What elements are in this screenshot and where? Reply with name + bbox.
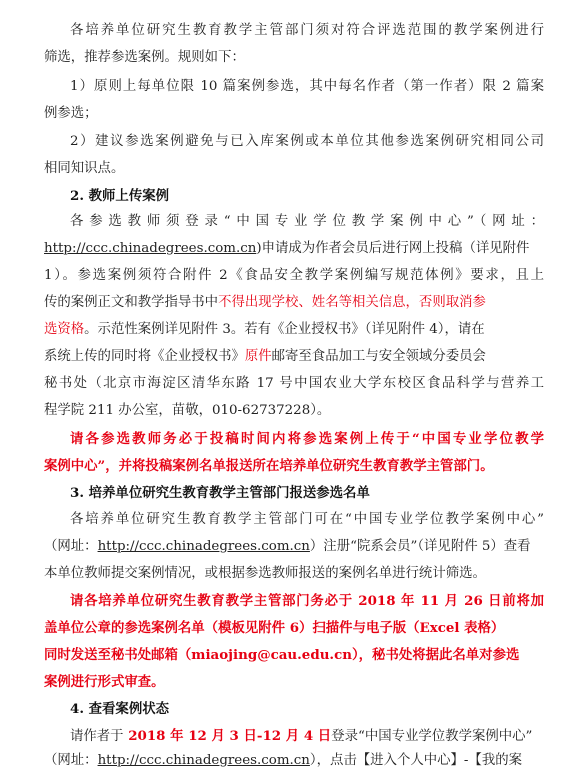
rule-1-line: 例参选； — [44, 106, 98, 121]
paragraph-text: ），点击【进入个人中心】-【我的案 — [309, 753, 522, 768]
paragraph-text: （网址： — [44, 539, 98, 554]
paragraph-line — [44, 348, 544, 366]
notice-line: 案例进行形式审查。 — [44, 674, 165, 690]
section-heading: 2. 教师上传案例 — [70, 188, 169, 204]
notice-line: 请各参选教师务必于投稿时间内将参选案例上传于“中国专业学位教学 — [70, 431, 544, 447]
paragraph-line: 各参选教师须登录“中国专业学位教学案例中心”（网址： — [70, 214, 544, 229]
paragraph-line: 各培养单位研究生教育教学主管部门须对符合评选范围的教学案例进行 — [70, 23, 544, 38]
paragraph-line: 秘书处（北京市海淀区清华东路 17 号中国农业大学东校区食品科学与营养工 — [44, 376, 544, 391]
notice-line: 盖单位公章的参选案例名单（模板见附件 6）扫描件与电子版（Excel 表格） — [44, 620, 505, 636]
paragraph-line — [44, 538, 544, 556]
paragraph-line: 筛选，推荐参选案例。规则如下： — [44, 50, 245, 65]
paragraph-line — [44, 294, 544, 312]
rule-2-line: 2）建议参选案例避免与已入库案例或本单位其他参选案例研究相同公司 — [70, 134, 544, 149]
rule-1-line: 1）原则上每单位限 10 篇案例参选，其中每名作者（第一作者）限 2 篇案 — [70, 79, 544, 94]
website-link[interactable]: http://ccc.chinadegrees.com.cn — [44, 241, 257, 256]
paragraph-line — [70, 727, 544, 746]
paragraph-text: 传的案例正文和教学指导书中 — [44, 295, 219, 310]
paragraph-text: 登录“中国专业学位教学案例中心” — [331, 729, 533, 744]
paragraph-line — [44, 321, 544, 339]
section-heading: 3. 培养单位研究生教育教学主管部门报送参选名单 — [70, 485, 370, 501]
website-link[interactable]: http://ccc.chinadegrees.com.cn — [97, 753, 310, 768]
notice-line: 同时发送至秘书处邮箱（miaojing@cau.edu.cn），秘书处将据此名单对参选 — [44, 647, 520, 663]
paragraph-text: )申请成为作者会员后进行网上投稿（详见附件 — [256, 241, 530, 256]
date-range-text: 2018 年 12 月 3 日-12 月 4 日 — [123, 728, 332, 744]
paragraph-text: ）注册“院系会员”（详见附件 5）查看 — [309, 539, 531, 554]
notice-line: 案例中心”，并将投稿案例名单报送所在培养单位研究生教育教学主管部门。 — [44, 458, 494, 474]
paragraph-line: 程学院 211 办公室，苗敬，010-62737228）。 — [44, 403, 331, 418]
paragraph-text: 请作者于 — [70, 729, 124, 744]
paragraph-text: 邮寄至食品加工与安全领域分委员会 — [271, 349, 486, 364]
website-link[interactable]: http://ccc.chinadegrees.com.cn — [97, 539, 310, 554]
paragraph-line — [44, 752, 544, 770]
paragraph-line — [44, 240, 544, 258]
paragraph-line: 1）。参选案例须符合附件 2《食品安全教学案例编写规范体例》要求，且上 — [44, 268, 544, 283]
rule-2-line: 相同知识点。 — [44, 161, 125, 176]
paragraph-text: （网址： — [44, 753, 98, 768]
section-heading: 4. 查看案例状态 — [70, 701, 169, 717]
warning-text: 选资格 — [44, 322, 85, 337]
notice-line: 请各培养单位研究生教育教学主管部门务必于 2018 年 11 月 26 日前将加 — [70, 593, 544, 609]
warning-text: 原件 — [244, 349, 272, 364]
warning-text: 不得出现学校、姓名等相关信息，否则取消参 — [218, 295, 486, 310]
paragraph-line: 本单位教师提交案例情况，或根据参选教师报送的案例名单进行统计筛选。 — [44, 566, 486, 581]
paragraph-text: 系统上传的同时将《企业授权书》 — [44, 349, 245, 364]
paragraph-line: 各培养单位研究生教育教学主管部门可在“中国专业学位教学案例中心” — [70, 512, 544, 527]
paragraph-text: 。示范性案例详见附件 3。若有《企业授权书》（详见附件 4），请在 — [84, 322, 485, 337]
